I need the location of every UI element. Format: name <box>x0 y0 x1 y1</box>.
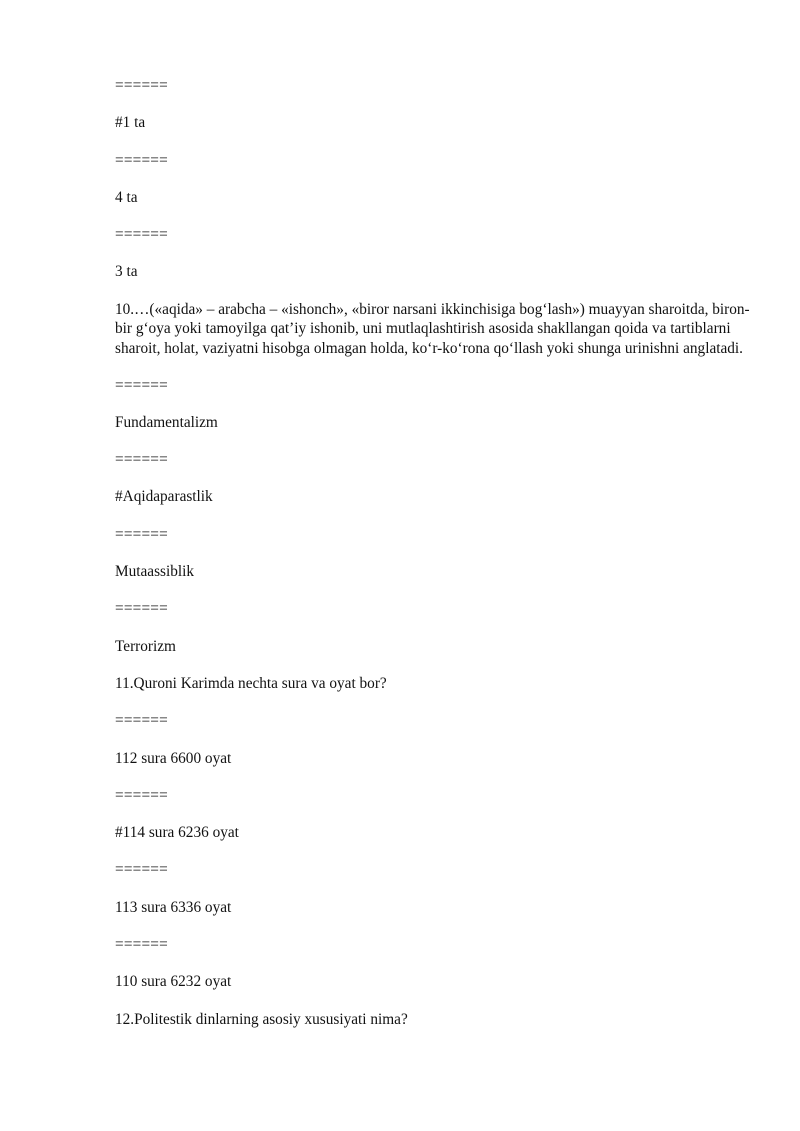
answer-option: Fundamentalizm <box>115 413 218 431</box>
answer-option: Mutaassiblik <box>115 563 195 581</box>
separator: ====== <box>115 786 168 804</box>
separator: ====== <box>115 451 168 469</box>
answer-option: 112 sura 6600 oyat <box>115 749 232 767</box>
separator: ====== <box>115 712 168 730</box>
answer-option: 113 sura 6336 oyat <box>115 898 232 916</box>
question-10: 10.…(«aqida» – arabcha – «ishonch», «biror narsani ikkinchisiga bog‘lash») muayyan sharoitda, biron-bir g‘oya yoki tamoyilga qat’iy ishonib, uni mutlaqlashtirish asosida shakllangan qoida va tartiblarni sharoit, holat, vaziyatni hisobga olmagan holda, ko‘r-ko‘rona qo‘llash yoki shunga urinishni anglatadi. <box>115 300 750 357</box>
separator: ====== <box>115 861 168 879</box>
answer-option: #1 ta <box>115 114 146 132</box>
question-11: 11.Quroni Karimda nechta sura va oyat bor? <box>115 674 387 692</box>
separator: ====== <box>115 600 168 618</box>
separator: ====== <box>115 525 168 543</box>
answer-option: 3 ta <box>115 263 138 281</box>
separator: ====== <box>115 77 168 94</box>
separator: ====== <box>115 936 168 954</box>
separator: ====== <box>115 376 168 394</box>
separator: ====== <box>115 226 168 244</box>
answer-option-correct: #Aqidaparastlik <box>115 488 213 506</box>
document-page <box>115 76 755 1047</box>
separator: ====== <box>115 151 168 169</box>
answer-option: Terrorizm <box>115 637 176 655</box>
answer-option: 4 ta <box>115 188 138 206</box>
question-12: 12.Politestik dinlarning asosiy xususiyati nima? <box>115 1010 408 1028</box>
answer-option-correct: #114 sura 6236 oyat <box>115 824 239 842</box>
answer-option: 110 sura 6232 oyat <box>115 973 232 991</box>
